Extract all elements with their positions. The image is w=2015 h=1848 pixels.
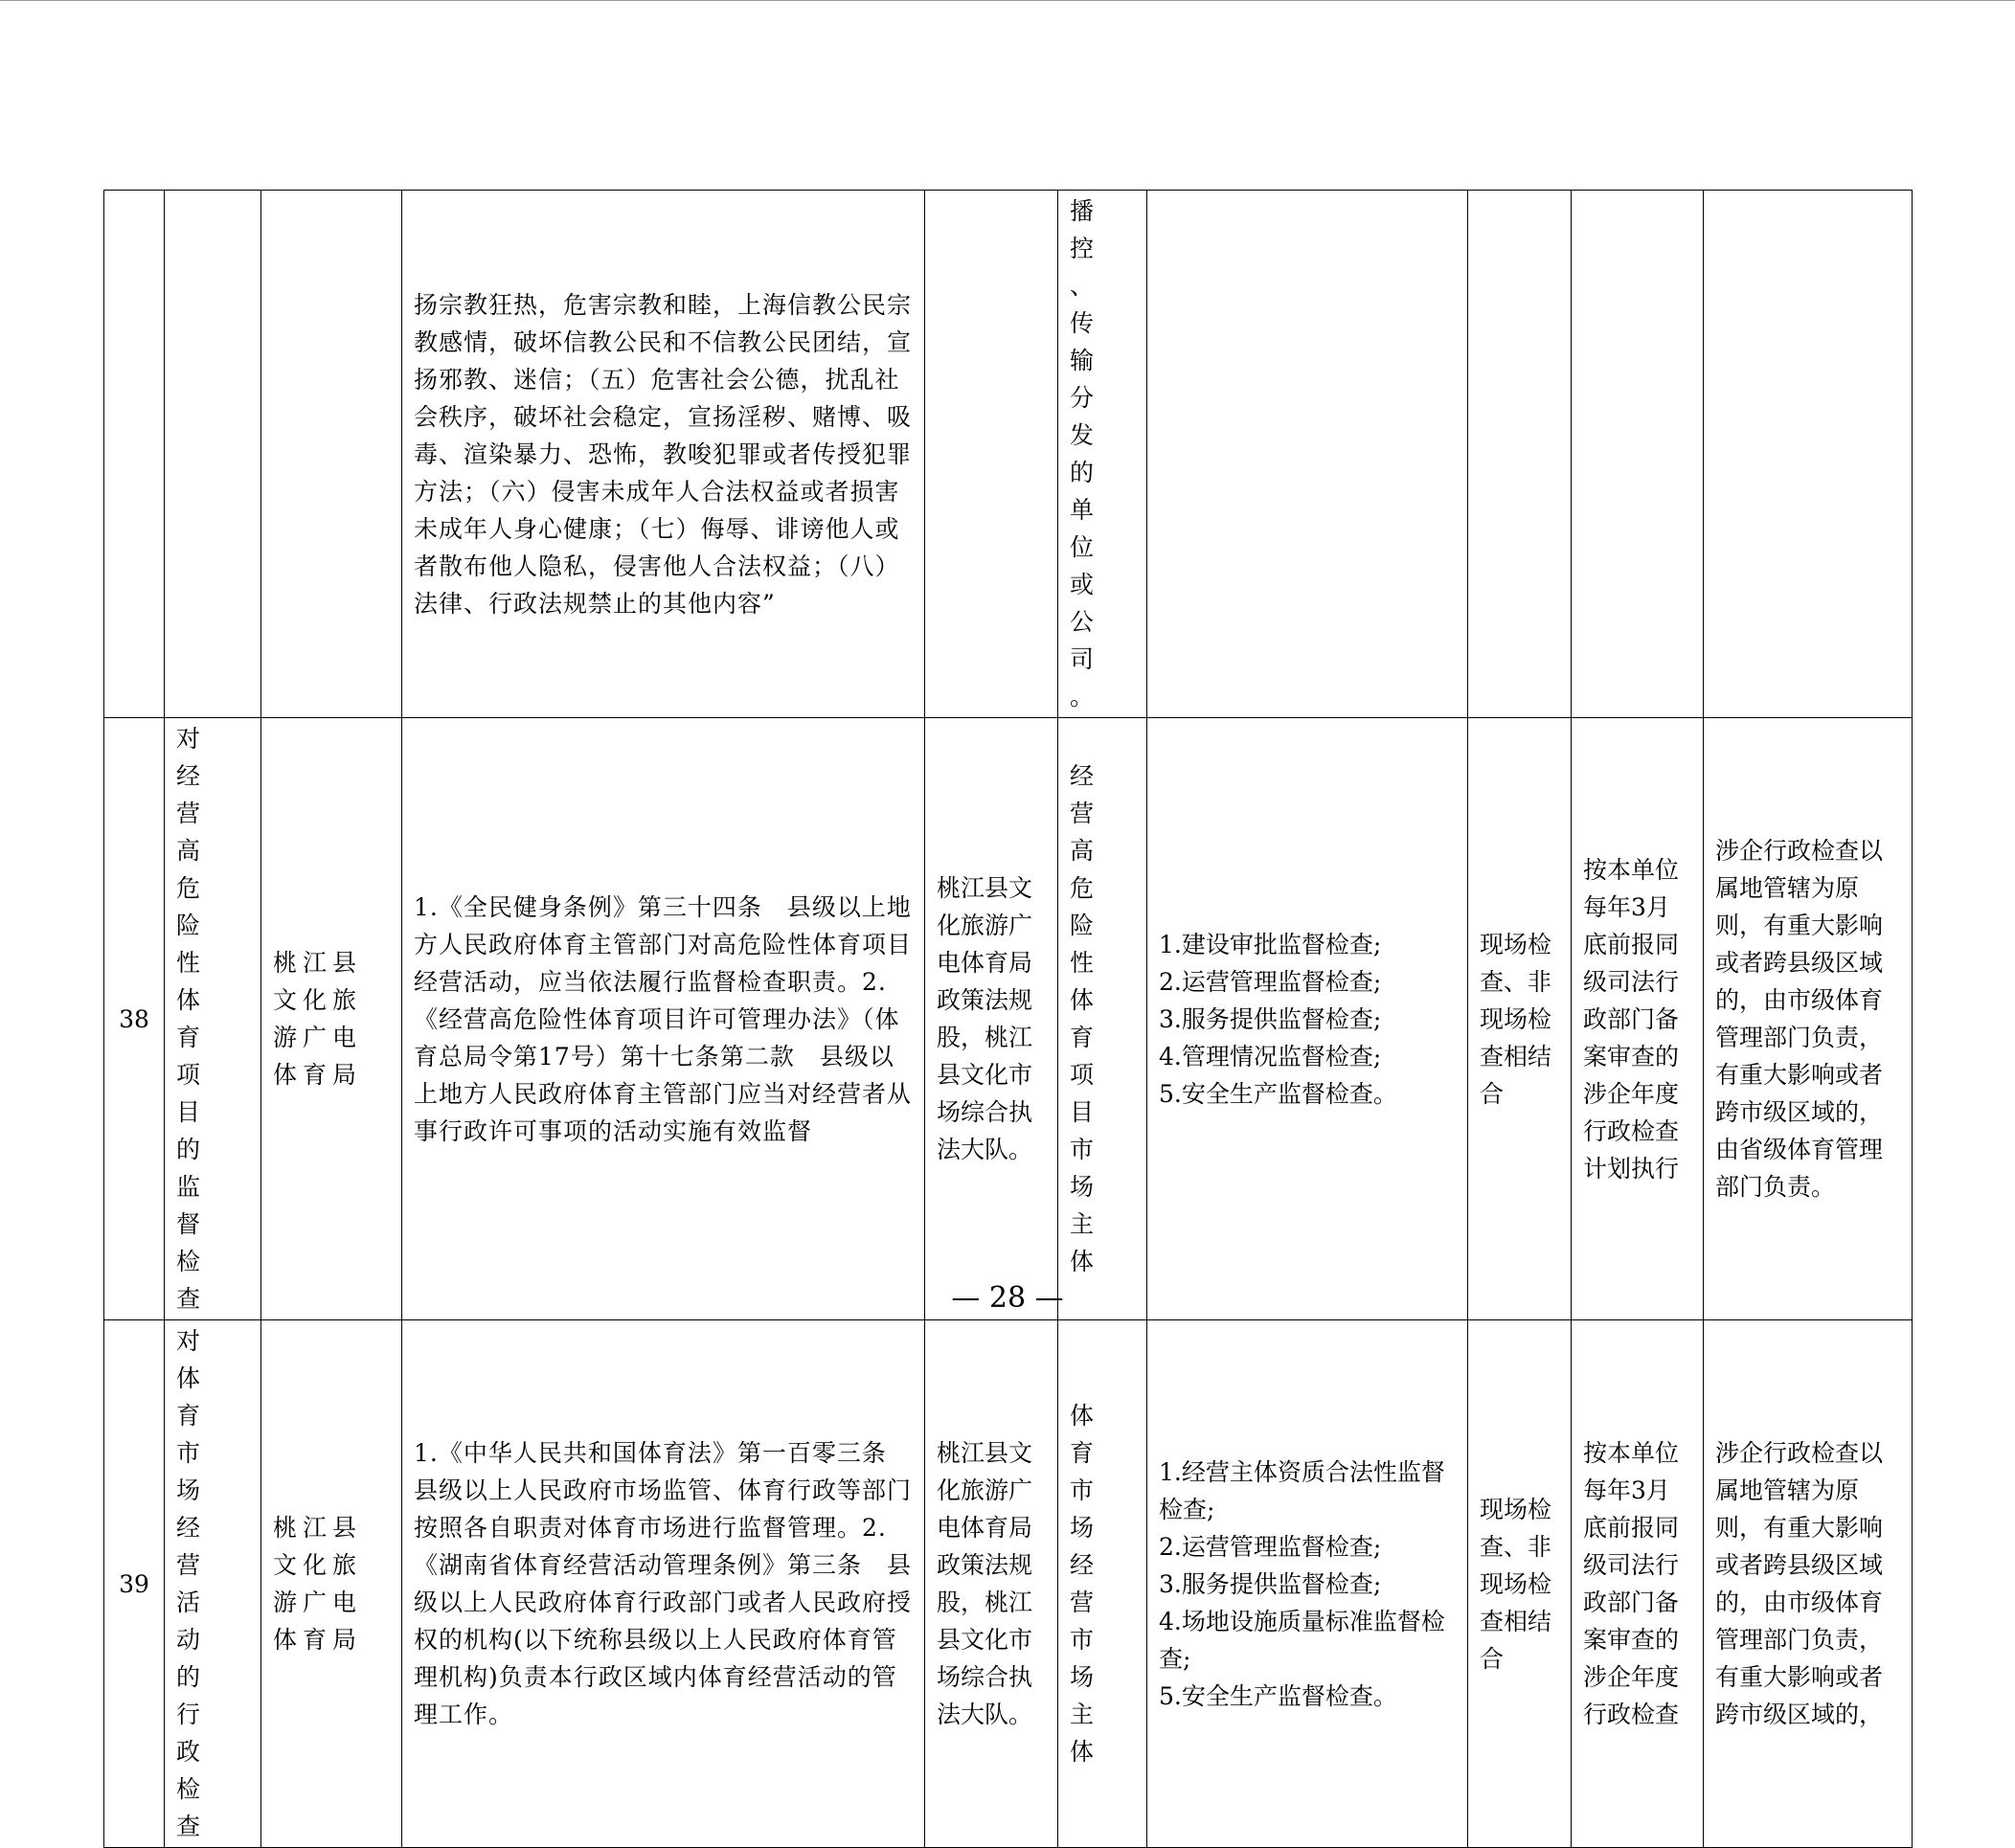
table-row-39 [104, 1320, 1913, 1848]
legal-basis-cell: 扬宗教狂热，危害宗教和睦，上海信教公民宗教感情，破坏信教公民和不信教公民团结，宣扬邪教、迷信；（五）危害社会公德，扰乱社会秩序，破坏社会稳定，宣扬淫秽、赌博、吸毒、渲染暴力、恐怖，教唆犯罪或者传授犯罪方法；（六）侵害未成年人合法权益或者损害未成年人身心健康；（七）侮辱、诽谤他人或者散布他人隐私，侵害他人合法权益；（八）法律、行政法规禁止的其他内容” [402, 191, 925, 718]
content-list-item: 3.服务提供监督检查; [1159, 1004, 1382, 1033]
content-list-item: 2.运营管理监督检查; [1159, 1532, 1382, 1561]
inspection-content-cell [1147, 1320, 1468, 1848]
item-name-cell: 对体育市场经营活动的行政检查 [165, 1320, 261, 1848]
content-list-item: 3.服务提供监督检查; [1159, 1569, 1382, 1598]
inspection-target-cell: 体育市场经营市场主体 [1058, 1320, 1147, 1848]
legal-basis-cell: 1.《中华人民共和国体育法》第一百零三条 县级以上人民政府市场监管、体育行政等部门按照各自职责对体育市场进行监督管理。2.《湖南省体育经营活动管理条例》第三条 县级以上人民政府体育行政部门或者人民政府授权的机构(以下统称县级以上人民政府体育管理机构)负责本行政区域内体育经营活动的管理工作。 [402, 1320, 925, 1848]
content-list-item: 2.运营管理监督检查; [1159, 967, 1382, 996]
table-row-38 [104, 718, 1913, 1320]
inspection-method-cell: 现场检查、非现场检查相结合 [1468, 718, 1572, 1320]
content-list-item: 5.安全生产监督检查。 [1159, 1079, 1397, 1108]
inspection-frequency-cell: 按本单位每年3月底前报同级司法行政部门备案审查的涉企年度行政检查 [1572, 1320, 1704, 1848]
item-name-cell [165, 191, 261, 718]
agency-cell: 桃江县文化旅游广电体育局 [261, 718, 402, 1320]
inspection-frequency-cell: 按本单位每年3月底前报同级司法行政部门备案审查的涉企年度行政检查计划执行 [1572, 718, 1704, 1320]
row-number-cell [104, 191, 165, 718]
executor-cell: 桃江县文化旅游广电体育局政策法规股，桃江县文化市场综合执法大队。 [925, 1320, 1058, 1848]
row-number-cell: 38 [104, 718, 165, 1320]
table-row-continuation [104, 191, 1913, 718]
executor-cell [925, 191, 1058, 718]
inspection-items-table [103, 190, 1913, 1848]
note-cell: 涉企行政检查以属地管辖为原则，有重大影响或者跨县级区域的，由市级体育管理部门负责，有重大影响或者跨市级区域的， [1704, 1320, 1913, 1848]
inspection-content-cell [1147, 718, 1468, 1320]
note-cell: 涉企行政检查以属地管辖为原则，有重大影响或者跨县级区域的，由市级体育管理部门负责，有重大影响或者跨市级区域的，由省级体育管理部门负责。 [1704, 718, 1913, 1320]
note-cell [1704, 191, 1913, 718]
content-list-item: 1.经营主体资质合法性监督检查; [1159, 1457, 1445, 1523]
row-number-cell: 39 [104, 1320, 165, 1848]
agency-cell [261, 191, 402, 718]
executor-cell: 桃江县文化旅游广电体育局政策法规股，桃江县文化市场综合执法大队。 [925, 718, 1058, 1320]
agency-cell: 桃江县文化旅游广电体育局 [261, 1320, 402, 1848]
content-list-item: 5.安全生产监督检查。 [1159, 1681, 1397, 1710]
item-name-cell: 对经营高危险性体育项目的监督检查 [165, 718, 261, 1320]
inspection-target-cell: 播控、传输分发的单位或公司。 [1058, 191, 1147, 718]
inspection-content-cell [1147, 191, 1468, 718]
content-list-item: 4.场地设施质量标准监督检查; [1159, 1607, 1445, 1673]
content-list-item: 4.管理情况监督检查; [1159, 1042, 1382, 1070]
top-border-line [0, 0, 2015, 1]
inspection-target-cell: 经营高危险性体育项目市场主体 [1058, 718, 1147, 1320]
inspection-method-cell [1468, 191, 1572, 718]
inspection-method-cell: 现场检查、非现场检查相结合 [1468, 1320, 1572, 1848]
inspection-frequency-cell [1572, 191, 1704, 718]
content-list-item: 1.建设审批监督检查; [1159, 930, 1382, 958]
legal-basis-cell: 1.《全民健身条例》第三十四条 县级以上地方人民政府体育主管部门对高危险性体育项目经营活动，应当依法履行监督检查职责。2.《经营高危险性体育项目许可管理办法》（体育总局令第17号）第十七条第二款 县级以上地方人民政府体育主管部门应当对经营者从事行政许可事项的活动实施有效监督 [402, 718, 925, 1320]
page-number: — 28 — [951, 1281, 1064, 1315]
